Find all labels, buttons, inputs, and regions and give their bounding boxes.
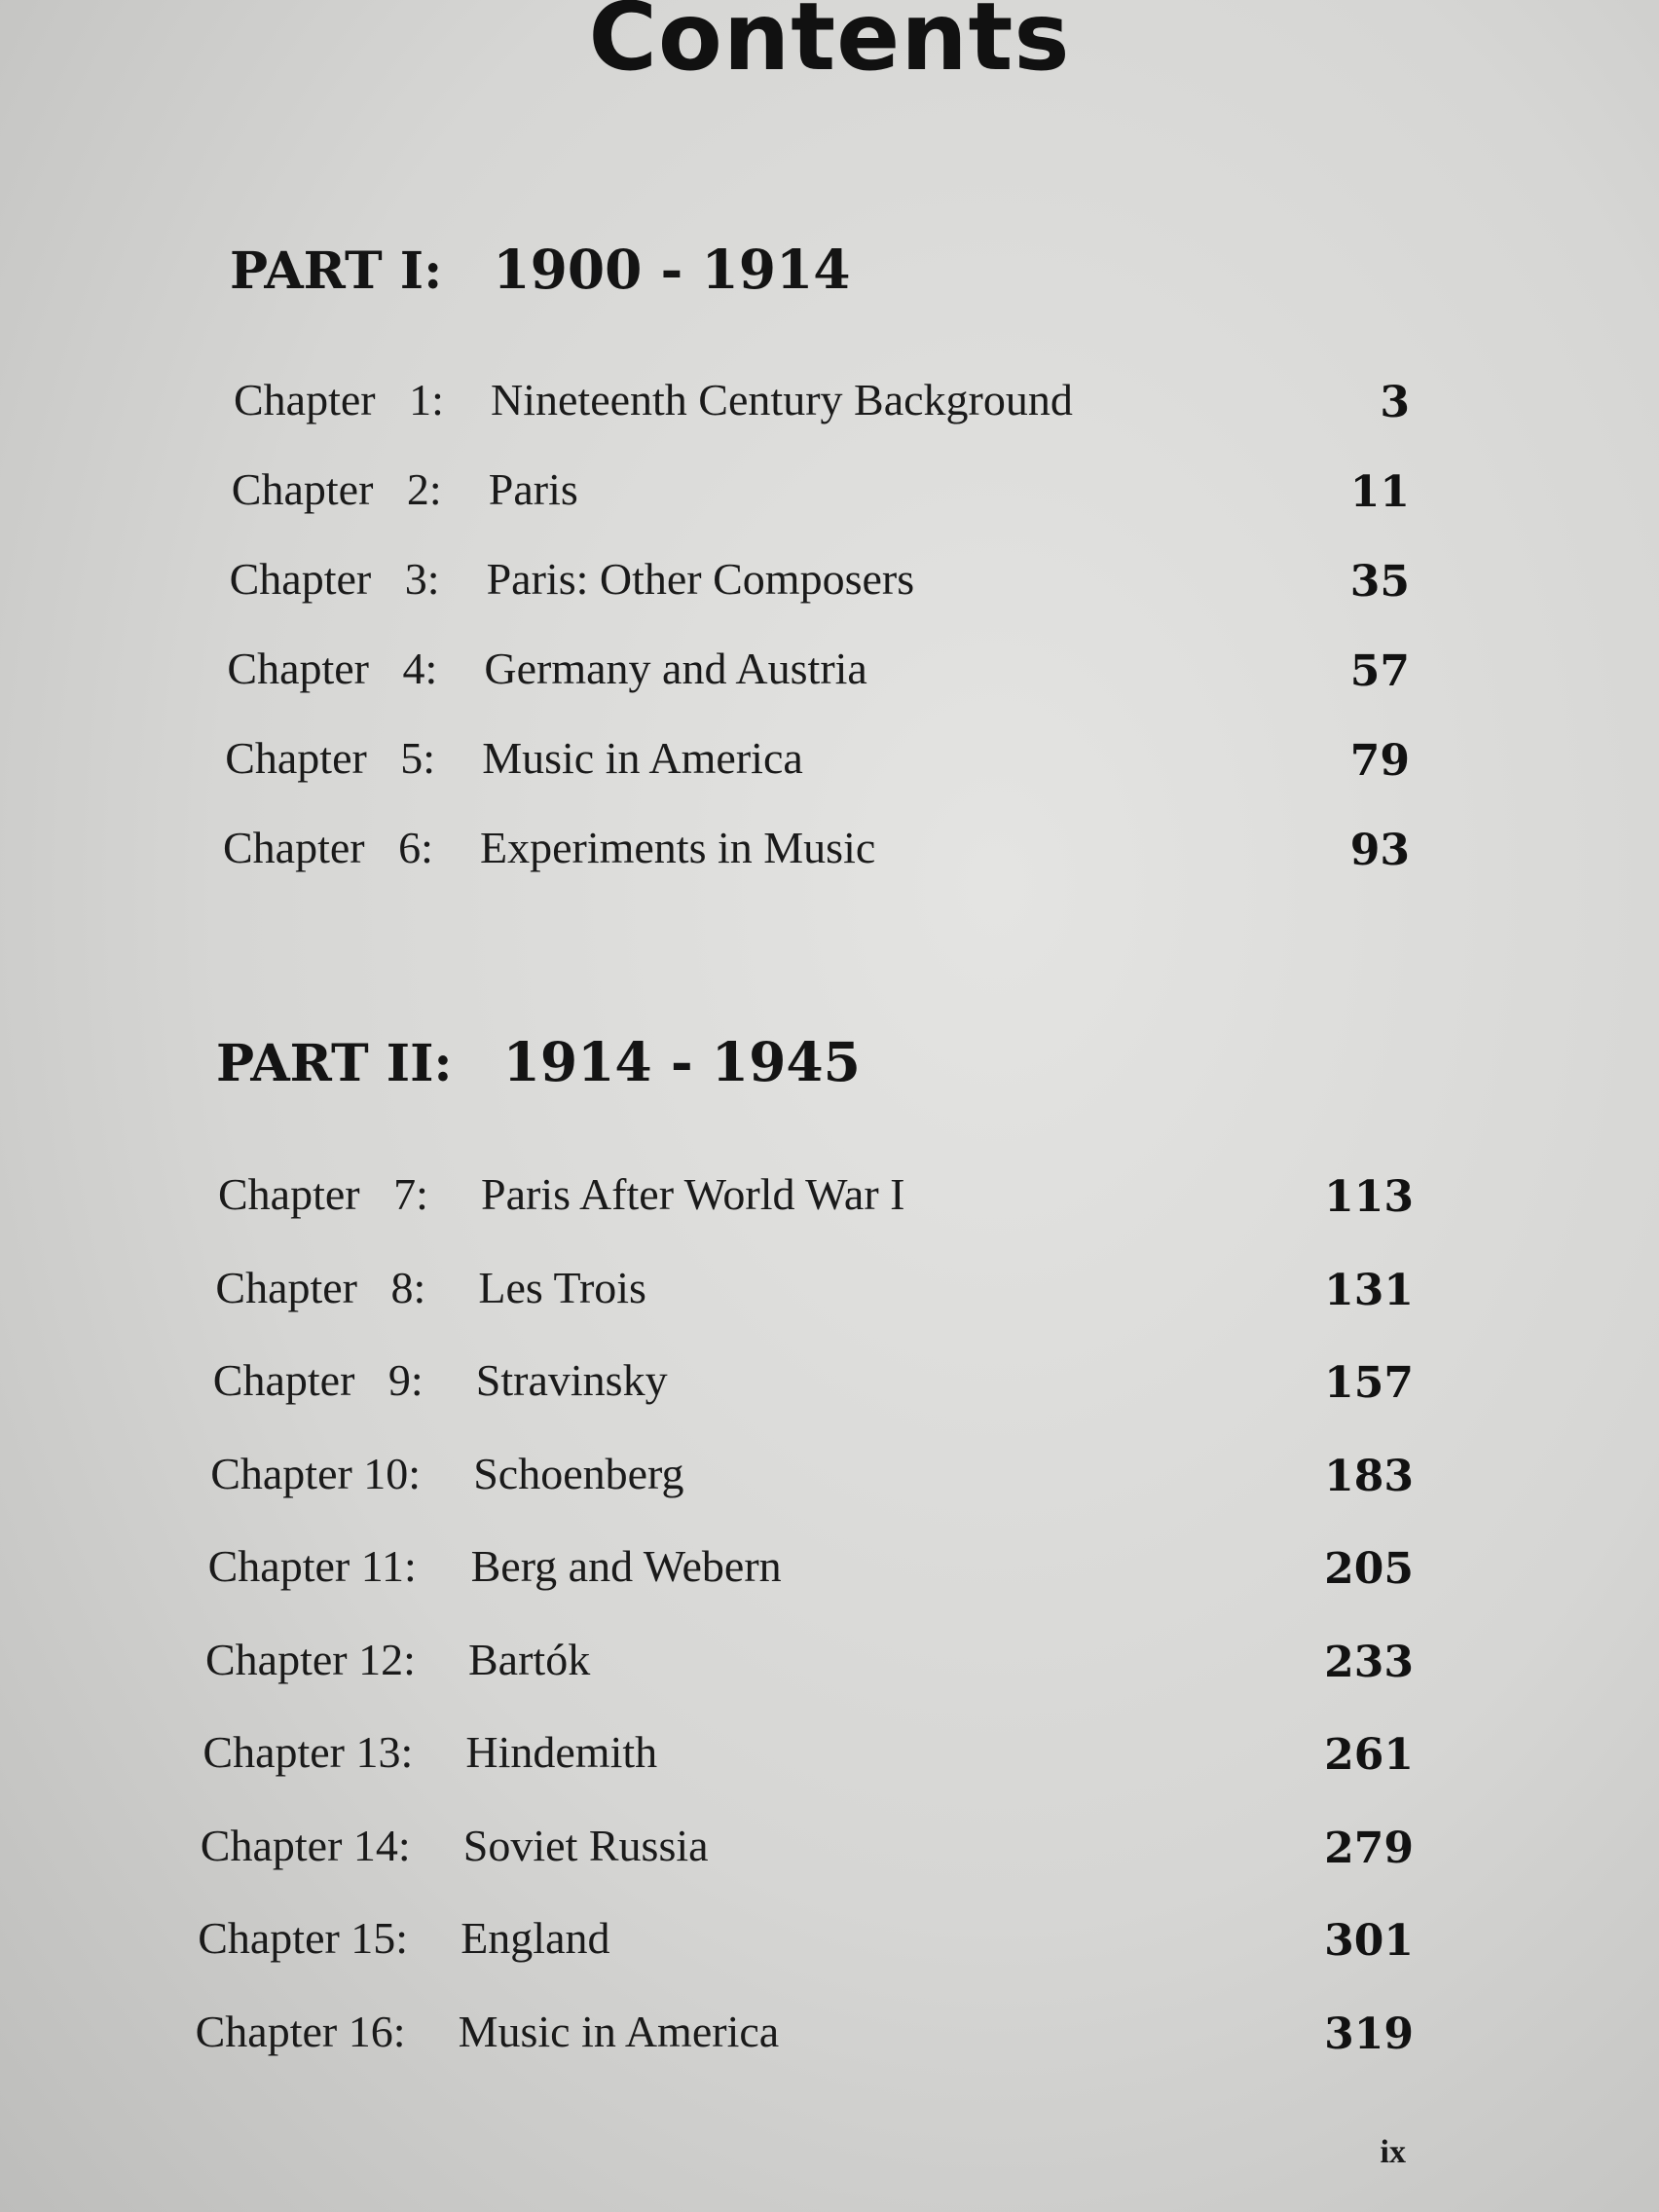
chapter-page: 11 <box>1349 467 1410 517</box>
chapter-label: Chapter 12: <box>205 1634 416 1684</box>
chapter-page: 93 <box>1349 826 1410 875</box>
chapter-title: Experiments in Music <box>480 823 876 872</box>
toc-entry[interactable] <box>0 1912 1659 1971</box>
chapter-title: Berg and Webern <box>470 1541 782 1591</box>
chapter-page: 79 <box>1349 736 1410 786</box>
chapter-label: Chapter 5: <box>225 733 436 783</box>
part-years: 1900 - 1914 <box>493 238 851 301</box>
toc-entry[interactable] <box>0 1726 1659 1785</box>
chapter-title: Stravinsky <box>475 1355 668 1405</box>
chapter-title: Paris: Other Composers <box>486 554 915 604</box>
chapter-page: 113 <box>1324 1172 1414 1222</box>
chapter-page: 57 <box>1349 646 1410 696</box>
part-heading-2 <box>216 1030 861 1093</box>
chapter-label: Chapter 15: <box>198 1913 409 1963</box>
chapter-label: Chapter 9: <box>212 1355 424 1405</box>
chapter-label: Chapter 3: <box>229 554 440 604</box>
toc-entry[interactable] <box>0 1168 1659 1227</box>
toc-entry[interactable] <box>0 1262 1659 1320</box>
chapter-title: Paris After World War I <box>481 1169 905 1219</box>
part-heading-1 <box>230 238 851 301</box>
toc-entry[interactable] <box>0 553 1659 611</box>
chapter-title: England <box>461 1913 610 1963</box>
chapter-title: Hindemith <box>465 1727 658 1777</box>
chapter-page: 205 <box>1324 1544 1414 1594</box>
toc-entry[interactable] <box>0 1540 1659 1599</box>
chapter-label: Chapter 14: <box>200 1820 411 1870</box>
chapter-page: 157 <box>1324 1358 1414 1408</box>
part-label: PART I: <box>230 241 443 301</box>
chapter-title: Nineteenth Century Background <box>491 375 1073 424</box>
chapter-title: Les Trois <box>478 1262 646 1312</box>
chapter-page: 301 <box>1324 1916 1414 1966</box>
toc-entry[interactable] <box>0 1634 1659 1692</box>
chapter-label: Chapter 6: <box>223 823 433 872</box>
chapter-label: Chapter 2: <box>231 464 442 514</box>
chapter-title: Music in America <box>458 2006 780 2056</box>
chapter-page: 131 <box>1324 1265 1414 1315</box>
folio-page-number: ix <box>1380 2134 1406 2170</box>
chapter-label: Chapter 7: <box>218 1169 428 1219</box>
chapter-page: 279 <box>1324 1823 1414 1873</box>
toc-entry[interactable] <box>0 643 1659 701</box>
toc-entry[interactable] <box>0 1820 1659 1878</box>
part-label: PART II: <box>216 1034 453 1093</box>
toc-entry[interactable] <box>0 1448 1659 1506</box>
chapter-label: Chapter 8: <box>215 1262 426 1312</box>
toc-entry[interactable] <box>0 2006 1659 2064</box>
chapter-label: Chapter 10: <box>210 1448 422 1498</box>
chapter-label: Chapter 4: <box>227 644 438 693</box>
part-years: 1914 - 1945 <box>502 1030 861 1093</box>
chapter-label: Chapter 11: <box>207 1541 417 1591</box>
chapter-title: Music in America <box>482 733 803 783</box>
toc-entry[interactable] <box>0 374 1659 432</box>
page-title: Contents <box>588 0 1071 92</box>
chapter-title: Bartók <box>468 1634 591 1684</box>
chapter-page: 3 <box>1380 378 1410 427</box>
chapter-title: Paris <box>488 464 578 514</box>
chapter-label: Chapter 13: <box>203 1727 414 1777</box>
toc-entry[interactable] <box>0 1354 1659 1413</box>
chapter-label: Chapter 1: <box>234 375 444 424</box>
chapter-page: 261 <box>1324 1730 1414 1780</box>
chapter-page: 183 <box>1324 1451 1414 1501</box>
chapter-label: Chapter 16: <box>195 2006 406 2056</box>
chapter-page: 233 <box>1324 1637 1414 1687</box>
chapter-page: 35 <box>1349 557 1410 607</box>
chapter-title: Germany and Austria <box>484 644 867 693</box>
chapter-title: Schoenberg <box>473 1448 684 1498</box>
toc-entry[interactable] <box>0 732 1659 791</box>
chapter-title: Soviet Russia <box>462 1820 709 1870</box>
toc-entry[interactable] <box>0 822 1659 880</box>
toc-entry[interactable] <box>0 463 1659 522</box>
chapter-page: 319 <box>1324 2009 1414 2059</box>
